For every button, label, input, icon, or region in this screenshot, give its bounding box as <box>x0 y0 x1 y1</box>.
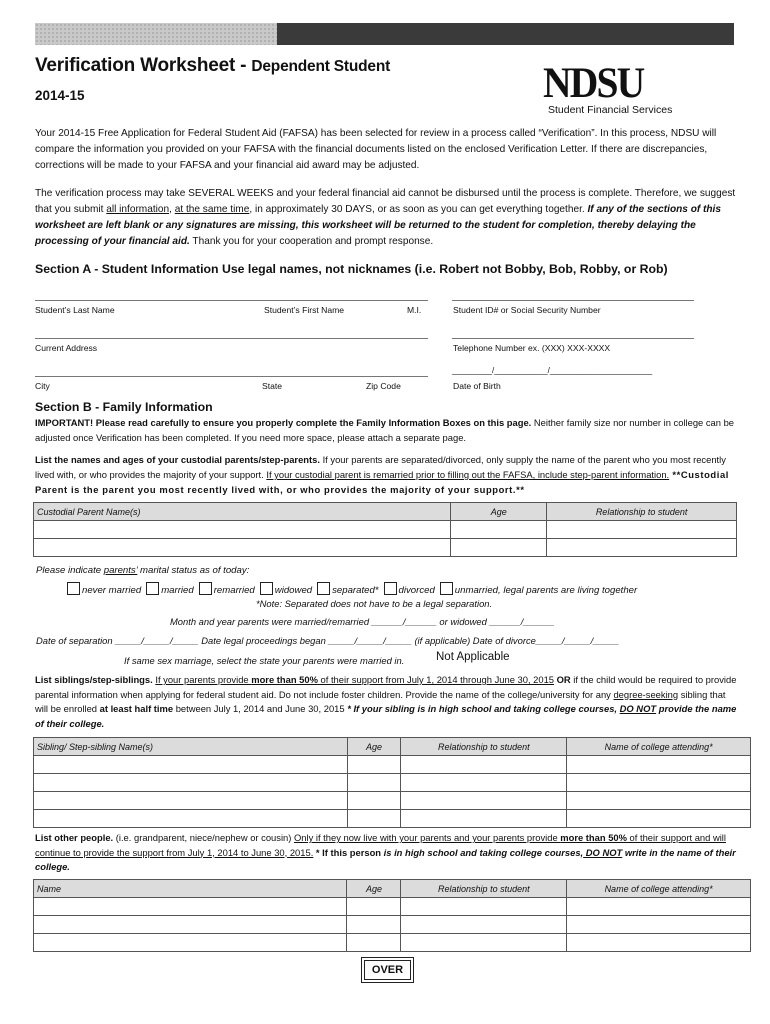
header-bar-texture <box>35 23 277 45</box>
separation-dates-line[interactable]: Date of separation _____/_____/_____ Date legal proceedings began _____/_____/_____ (if applicable) Date of divorce_____/_____/_____ <box>36 635 620 646</box>
last-name-label: Student’s Last Name <box>35 305 115 315</box>
marital-status-prompt: Please indicate parents’ marital status as of today: <box>36 565 250 576</box>
sibling-name-cell[interactable] <box>34 810 348 828</box>
separated-checkbox[interactable] <box>317 582 330 595</box>
section-a-heading: Section A - Student Information Use legal names, not nicknames (i.e. Robert not Bobby, Bob, Robby, or Rob) <box>35 262 668 276</box>
other-name-cell[interactable] <box>34 934 347 952</box>
married-checkbox[interactable] <box>146 582 159 595</box>
parent-name-cell[interactable] <box>34 521 451 539</box>
table-row <box>34 934 751 952</box>
state-label: State <box>262 381 283 391</box>
sibling-name-cell[interactable] <box>34 774 348 792</box>
other-age-cell[interactable] <box>347 934 401 952</box>
sibling-relationship-cell[interactable] <box>401 756 567 774</box>
marriage-date-line[interactable]: Month and year parents were married/remarried ______/______ or widowed ______/______ <box>170 616 555 627</box>
other-people-table <box>33 879 751 952</box>
parent-name-header: Custodial Parent Name(s) <box>34 503 451 521</box>
header-bar <box>277 23 734 45</box>
parent-relationship-header: Relationship to student <box>547 503 737 521</box>
custodial-parent-table <box>33 502 737 557</box>
sibling-age-header: Age <box>347 738 401 756</box>
phone-label: Telephone Number ex. (XXX) XXX-XXXX <box>453 343 611 353</box>
other-college-cell[interactable] <box>567 916 751 934</box>
sibling-college-cell[interactable] <box>567 810 751 828</box>
table-row <box>34 810 751 828</box>
table-row <box>34 916 751 934</box>
mi-label: M.I. <box>407 305 422 315</box>
parent-age-cell[interactable] <box>451 539 547 557</box>
award-year: 2014-15 <box>35 88 85 103</box>
student-id-label: Student ID# or Social Security Number <box>453 305 601 315</box>
unmarried-checkbox[interactable] <box>440 582 453 595</box>
other-age-header: Age <box>347 880 401 898</box>
sibling-name-cell[interactable] <box>34 756 348 774</box>
last-name-field[interactable] <box>35 300 428 301</box>
dob-label: Date of Birth <box>453 381 501 391</box>
table-row <box>34 774 751 792</box>
phone-field[interactable] <box>452 338 694 339</box>
sibling-age-cell[interactable] <box>347 810 401 828</box>
sibling-age-cell[interactable] <box>347 792 401 810</box>
widowed-checkbox[interactable] <box>260 582 273 595</box>
dob-field[interactable]: _________/____________/_______________________ <box>452 366 653 375</box>
other-relationship-cell[interactable] <box>401 898 567 916</box>
sibling-relationship-header: Relationship to student <box>401 738 567 756</box>
sibling-college-header: Name of college attending* <box>567 738 751 756</box>
ndsu-logo: NDSU <box>543 60 644 107</box>
other-relationship-cell[interactable] <box>401 934 567 952</box>
parent-relationship-cell[interactable] <box>547 521 737 539</box>
intro-warning: The verification process may take SEVERAL WEEKS and your federal financial aid cannot be disbursed until the process is complete. Therefore, we suggest that you submit all information, at the same time, in approximately 30 DAYS, or as soon as you can get everything together. If any of the sections of this worksheet are left blank or any signatures are missing, this worksheet will be returned to the student for completion, thereby delaying the processing of your financial aid. Thank you for your cooperation and prompt response. <box>35 188 736 247</box>
siblings-instructions: List siblings/step-siblings. If your parents provide more than 50% of their support from July 1, 2014 through June 30, 2015 OR if the child would be required to provide parental information when applying for federal student aid. Do not include foster children. Provide the name of the college/university for any degree-seeking sibling that will be enrolled at least half time between July 1, 2014 and June 30, 2015 * If your sibling is in high school and taking college courses, DO NOT provide the name of their college. <box>35 674 737 729</box>
sibling-name-header: Sibling/ Step-sibling Name(s) <box>34 738 348 756</box>
table-row <box>34 756 751 774</box>
sibling-age-cell[interactable] <box>347 774 401 792</box>
sibling-relationship-cell[interactable] <box>401 792 567 810</box>
sibling-table <box>33 737 751 828</box>
sibling-age-cell[interactable] <box>347 756 401 774</box>
other-people-instructions: List other people. (i.e. grandparent, niece/nephew or cousin) Only if they now live with your parents and your parents provide more than 50% of their support and will continue to provide the support from July 1, 2014 to June 30, 2015. * If this person is in high school and taking college courses, DO NOT write in the name of their college. <box>35 832 736 872</box>
sibling-relationship-cell[interactable] <box>401 810 567 828</box>
other-college-header: Name of college attending* <box>567 880 751 898</box>
parent-relationship-cell[interactable] <box>547 539 737 557</box>
same-sex-marriage-prompt: If same sex marriage, select the state your parents were married in. <box>124 655 405 666</box>
sibling-relationship-cell[interactable] <box>401 774 567 792</box>
sibling-college-cell[interactable] <box>567 756 751 774</box>
address-field[interactable] <box>35 338 428 339</box>
address-label: Current Address <box>35 343 98 353</box>
sibling-name-cell[interactable] <box>34 792 348 810</box>
page-title: Verification Worksheet - Dependent Student <box>35 55 391 76</box>
other-age-cell[interactable] <box>347 916 401 934</box>
separation-note: *Note: Separated does not have to be a legal separation. <box>256 598 493 609</box>
office-name: Student Financial Services <box>548 104 673 116</box>
divorced-checkbox[interactable] <box>384 582 397 595</box>
important-note: IMPORTANT! Please read carefully to ensure you properly complete the Family Information Boxes on this page. Neither family size nor number in college can be adjusted once Verification has been completed. If you need more space, please attach a separate page. <box>35 417 734 443</box>
other-name-cell[interactable] <box>34 916 347 934</box>
same-sex-state-value[interactable]: Not Applicable <box>436 651 510 663</box>
other-college-cell[interactable] <box>567 934 751 952</box>
table-row <box>34 792 751 810</box>
section-b-heading: Section B - Family Information <box>35 400 213 414</box>
table-row <box>34 521 737 539</box>
intro-paragraph: Your 2014-15 Free Application for Federal Student Aid (FAFSA) has been selected for review in a process called “Verification”. In this process, NDSU will compare the information you provided on your FAFSA with the financial documents listed on the enclosed Verification Letter. If there are discrepancies, corrections will be made to your FAFSA and your financial aid award may be adjusted. <box>35 128 717 171</box>
first-name-label: Student’s First Name <box>264 305 345 315</box>
custodial-instructions: List the names and ages of your custodial parents/step-parents. If your parents are separated/divorced, only supply the name of the parent who you most recently lived with, or who provides the majority of your support. If your custodial parent is remarried prior to filling out the FAFSA, include step-parent information. **Custodial Parent is the parent you most recently lived with, or who provides the majority of your support.** <box>35 454 729 495</box>
over-page-label: OVER <box>361 957 414 983</box>
table-row <box>34 539 737 557</box>
remarried-checkbox[interactable] <box>199 582 212 595</box>
city-state-zip-field[interactable] <box>35 376 428 377</box>
city-label: City <box>35 381 50 391</box>
marital-status-options: never married married remarried widowed separated* divorced unmarried, legal parents are living together <box>62 582 637 596</box>
sibling-college-cell[interactable] <box>567 792 751 810</box>
never-married-checkbox[interactable] <box>67 582 80 595</box>
other-college-cell[interactable] <box>567 898 751 916</box>
other-relationship-cell[interactable] <box>401 916 567 934</box>
sibling-college-cell[interactable] <box>567 774 751 792</box>
table-row <box>34 898 751 916</box>
other-age-cell[interactable] <box>347 898 401 916</box>
other-name-header: Name <box>34 880 347 898</box>
parent-age-header: Age <box>451 503 547 521</box>
parent-name-cell[interactable] <box>34 539 451 557</box>
zip-label: Zip Code <box>366 381 401 391</box>
other-relationship-header: Relationship to student <box>401 880 567 898</box>
student-id-field[interactable] <box>452 300 694 301</box>
other-name-cell[interactable] <box>34 898 347 916</box>
parent-age-cell[interactable] <box>451 521 547 539</box>
